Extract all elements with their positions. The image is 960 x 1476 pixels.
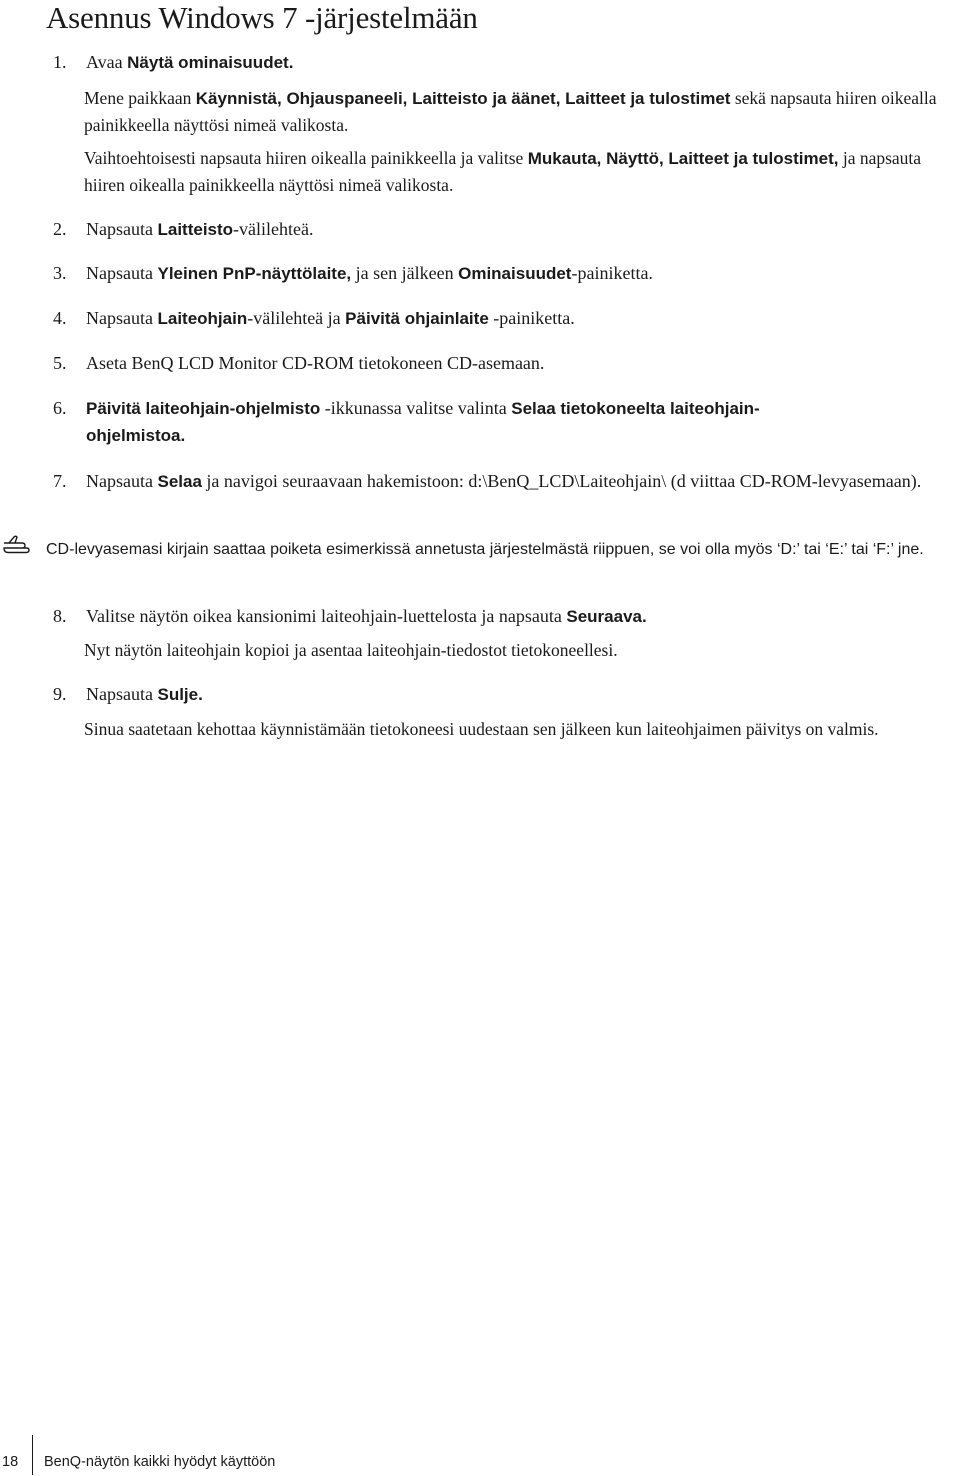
bold-term: Sulje. [157, 685, 203, 704]
step-text: Päivitä laiteohjain-ohjelmisto -ikkunassa valitse valinta Selaa tietokoneelta laiteohjain-ohjelmistoa. [86, 398, 760, 445]
step-text: Avaa Näytä ominaisuudet. [86, 52, 294, 72]
step-number: 1. [53, 52, 67, 72]
bold-term: Selaa [157, 472, 202, 491]
step-text: Napsauta Laiteohjain-välilehteä ja Päivitä ohjainlaite -painiketta. [86, 308, 575, 328]
step-number: 4. [53, 308, 67, 328]
step-text: Napsauta Sulje. [86, 684, 203, 704]
step-number: 5. [53, 353, 67, 373]
bold-term: Päivitä laiteohjain-ohjelmisto [86, 399, 321, 418]
step-number: 8. [53, 606, 67, 626]
bold-term: Mukauta, Näyttö, Laitteet ja tulostimet, [527, 149, 839, 168]
step-text: Napsauta Laitteisto-välilehteä. [86, 219, 314, 239]
note-text: CD-levyasemasi kirjain saattaa poiketa esimerkissä annetusta järjestelmästä riippuen, se voi olla myös ‘D:’ tai ‘E:’ tai ‘F:’ jne. [46, 541, 924, 558]
step-number: 2. [53, 219, 67, 239]
bold-term: Käynnistä, Ohjauspaneeli, Laitteisto ja äänet, Laitteet ja tulostimet [195, 89, 731, 108]
bold-term: Seuraava. [566, 607, 647, 626]
instruction-paragraph: Mene paikkaan Käynnistä, Ohjauspaneeli, Laitteisto ja äänet, Laitteet ja tulostimet sekä napsauta hiiren oikealla painikkeella näyttösi nimeä valikosta. [84, 88, 937, 135]
bold-term: Laitteisto [157, 220, 234, 239]
step-text: Napsauta Yleinen PnP-näyttölaite, ja sen jälkeen Ominaisuudet-painiketta. [86, 263, 653, 283]
step-text: Valitse näytön oikea kansionimi laiteohjain-luettelosta ja napsauta Seuraava. [86, 606, 647, 626]
page-number: 18 [2, 1454, 19, 1470]
step-text: Napsauta Selaa ja navigoi seuraavaan hakemistoon: d:\BenQ_LCD\Laiteohjain\ (d viittaa CD-ROM-levyasemaan). [86, 471, 922, 491]
bold-term: Ominaisuudet [458, 264, 572, 283]
step-text: Aseta BenQ LCD Monitor CD-ROM tietokoneen CD-asemaan. [86, 353, 545, 373]
alternative-paragraph: Vaihtoehtoisesti napsauta hiiren oikealla painikkeella ja valitse Mukauta, Näyttö, Laitteet ja tulostimet, ja napsauta hiiren oikealla painikkeella näyttösi nimeä valikosta. [84, 148, 922, 195]
step-9-detail: Sinua saatetaan kehottaa käynnistämään tietokoneesi uudestaan sen jälkeen kun laiteohjaimen päivitys on valmis. [84, 719, 879, 739]
footer-title: BenQ-näytön kaikki hyödyt käyttöön [44, 1454, 276, 1470]
bold-term: Laiteohjain [157, 309, 248, 328]
step-number: 6. [53, 398, 67, 418]
footer-divider [32, 1435, 33, 1475]
bold-term: Näytä ominaisuudet. [127, 53, 294, 72]
step-8-detail: Nyt näytön laiteohjain kopioi ja asentaa laiteohjain-tiedostot tietokoneellesi. [84, 640, 618, 660]
bold-term: Päivitä ohjainlaite [345, 309, 489, 328]
pointing-hand-icon [2, 534, 36, 556]
bold-term: Yleinen PnP-näyttölaite, [157, 264, 352, 283]
bold-term: Selaa tietokoneelta laiteohjain-ohjelmistoa. [86, 399, 760, 445]
page-title: Asennus Windows 7 -järjestelmään [46, 0, 478, 35]
step-number: 3. [53, 263, 67, 283]
step-number: 7. [53, 471, 67, 491]
step-number: 9. [53, 684, 67, 704]
